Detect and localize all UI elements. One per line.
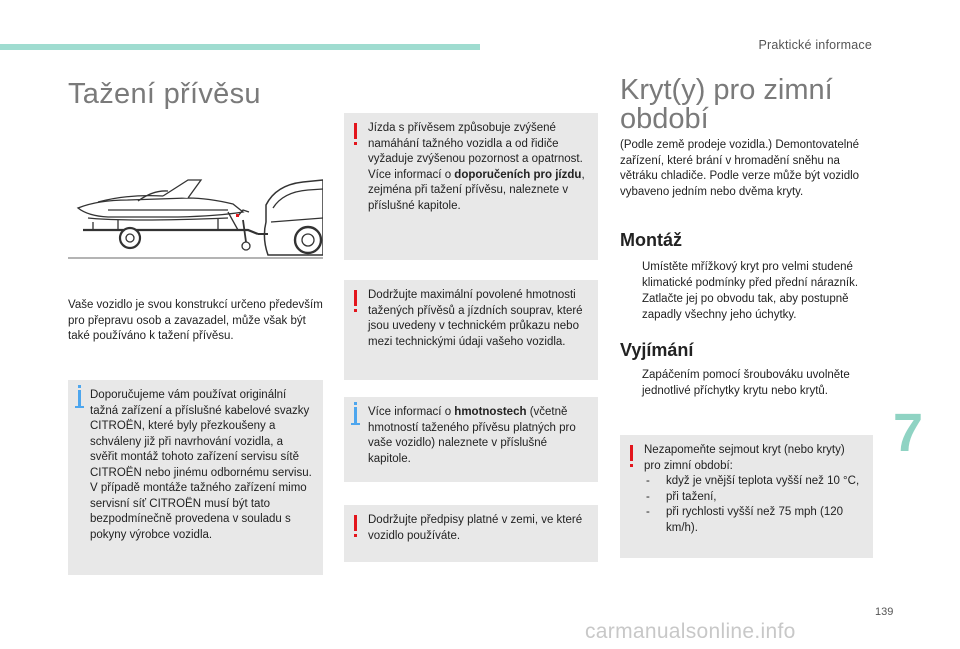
- info-text-part: Více informací o: [368, 406, 455, 418]
- section-title: Praktické informace: [758, 38, 872, 52]
- page-title-towing: Tažení přívěsu: [68, 78, 261, 110]
- warning-text: Dodržujte maximální povolené hmotnosti tažených přívěsů a jízdních souprav, které jsou uvedeny v technickém průkazu nebo mezi technickými údaji vašeho vozidla.: [368, 289, 583, 348]
- warning-text-part: , zejména při tažení přívěsu, naleznete v příslušné kapitole.: [368, 168, 585, 212]
- info-box-text: Doporučujeme vám používat originální tažná zařízení a příslušné kabelové svazky CITROËN, které byly přezkoušeny a schváleny již při navrhování vozidla, a svěřit montáž tohoto zařízení servisu sítě CITROËN nebo jinému odbornému servisu. V případě montáže tažného zařízení mimo servisní síť CITROËN musí být tato bezpodmínečně provedena v souladu s pokyny výrobce vozidla.: [90, 389, 312, 541]
- warning-icon: [354, 515, 357, 531]
- heading-montaz: Montáž: [620, 230, 682, 250]
- list-item-text: když je vnější teplota vyšší než 10 °C,: [666, 475, 860, 487]
- page-number: 139: [875, 606, 894, 618]
- dash-marker: -: [646, 490, 650, 503]
- list-item: [644, 474, 863, 490]
- warning-box-weights: [344, 280, 598, 380]
- list-item-text: Umístěte mřížkový kryt pro velmi studené klimatické podmínky před přední nárazník.: [642, 261, 859, 289]
- trailer-jetski-illustration: [68, 160, 323, 265]
- info-icon: [78, 390, 81, 406]
- watermark: carmanualsonline.info: [585, 620, 796, 643]
- list-item-text: Zatlačte jej po obvodu tak, aby postupně zapadly všechny jeho úchytky.: [642, 293, 849, 321]
- list-item-text: při tažení,: [666, 490, 717, 503]
- list-item-text: při rychlosti vyšší než 75 mph (120 km/h).: [666, 506, 844, 534]
- page-title-winter-cover: [620, 76, 880, 134]
- list-item: [644, 505, 863, 536]
- info-box-weights: [344, 397, 598, 482]
- warning-box-driving: [344, 113, 598, 260]
- list-item-text: Zapáčením pomocí šroubováku uvolněte jednotlivé příchytky krytu nebo krytů.: [642, 369, 850, 397]
- warning-box-remove-cover: [620, 435, 873, 558]
- info-text-part: (včetně hmotností taženého přívěsu platných pro vaše vozidlo) naleznete v příslušné kapitole.: [368, 406, 576, 465]
- heading-vyjimani: Vyjímání: [620, 340, 694, 360]
- winter-cover-intro: (Podle země prodeje vozidla.) Demontovatelné zařízení, které brání v hromadění sněhu na větráku chladiče. Podle verze může být vozidlo vybaveno jedním nebo dvěma kryty.: [620, 139, 860, 198]
- info-box-original-towbar: [68, 380, 323, 575]
- dash-marker: -: [646, 506, 650, 518]
- warning-text: Dodržujte předpisy platné v zemi, ve které vozidlo používáte.: [368, 514, 583, 542]
- link-driving-recommendations: doporučeních pro jízdu: [454, 168, 582, 181]
- title-line: období: [620, 103, 709, 135]
- warning-icon: [354, 123, 357, 139]
- warning-intro: Nezapomeňte sejmout kryt (nebo kryty) pro zimní období:: [644, 444, 845, 472]
- list-item: [620, 260, 880, 291]
- warning-box-regulations: [344, 505, 598, 562]
- title-line: Kryt(y) pro zimní: [620, 74, 833, 106]
- warning-text-part: Jízda s přívěsem způsobuje zvýšené namáhání tažného vozidla a od řidiče vyžaduje zvýšenou pozornost a opatrnost. Více informací o: [368, 122, 583, 181]
- warning-icon: [354, 290, 357, 306]
- towing-intro-text: Vaše vozidlo je svou konstrukcí určeno především pro přepravu osob a zavazadel, může však být také používáno k tažení přívěsu.: [68, 299, 323, 342]
- top-accent-bar: [0, 44, 480, 50]
- link-weights: hmotnostech: [454, 406, 527, 418]
- chapter-number: 7: [893, 403, 924, 463]
- list-item: [644, 490, 863, 506]
- list-item: [620, 292, 880, 323]
- dash-marker: -: [646, 475, 650, 487]
- list-item: [620, 368, 880, 399]
- warning-icon: [630, 445, 633, 461]
- info-icon: [354, 407, 357, 423]
